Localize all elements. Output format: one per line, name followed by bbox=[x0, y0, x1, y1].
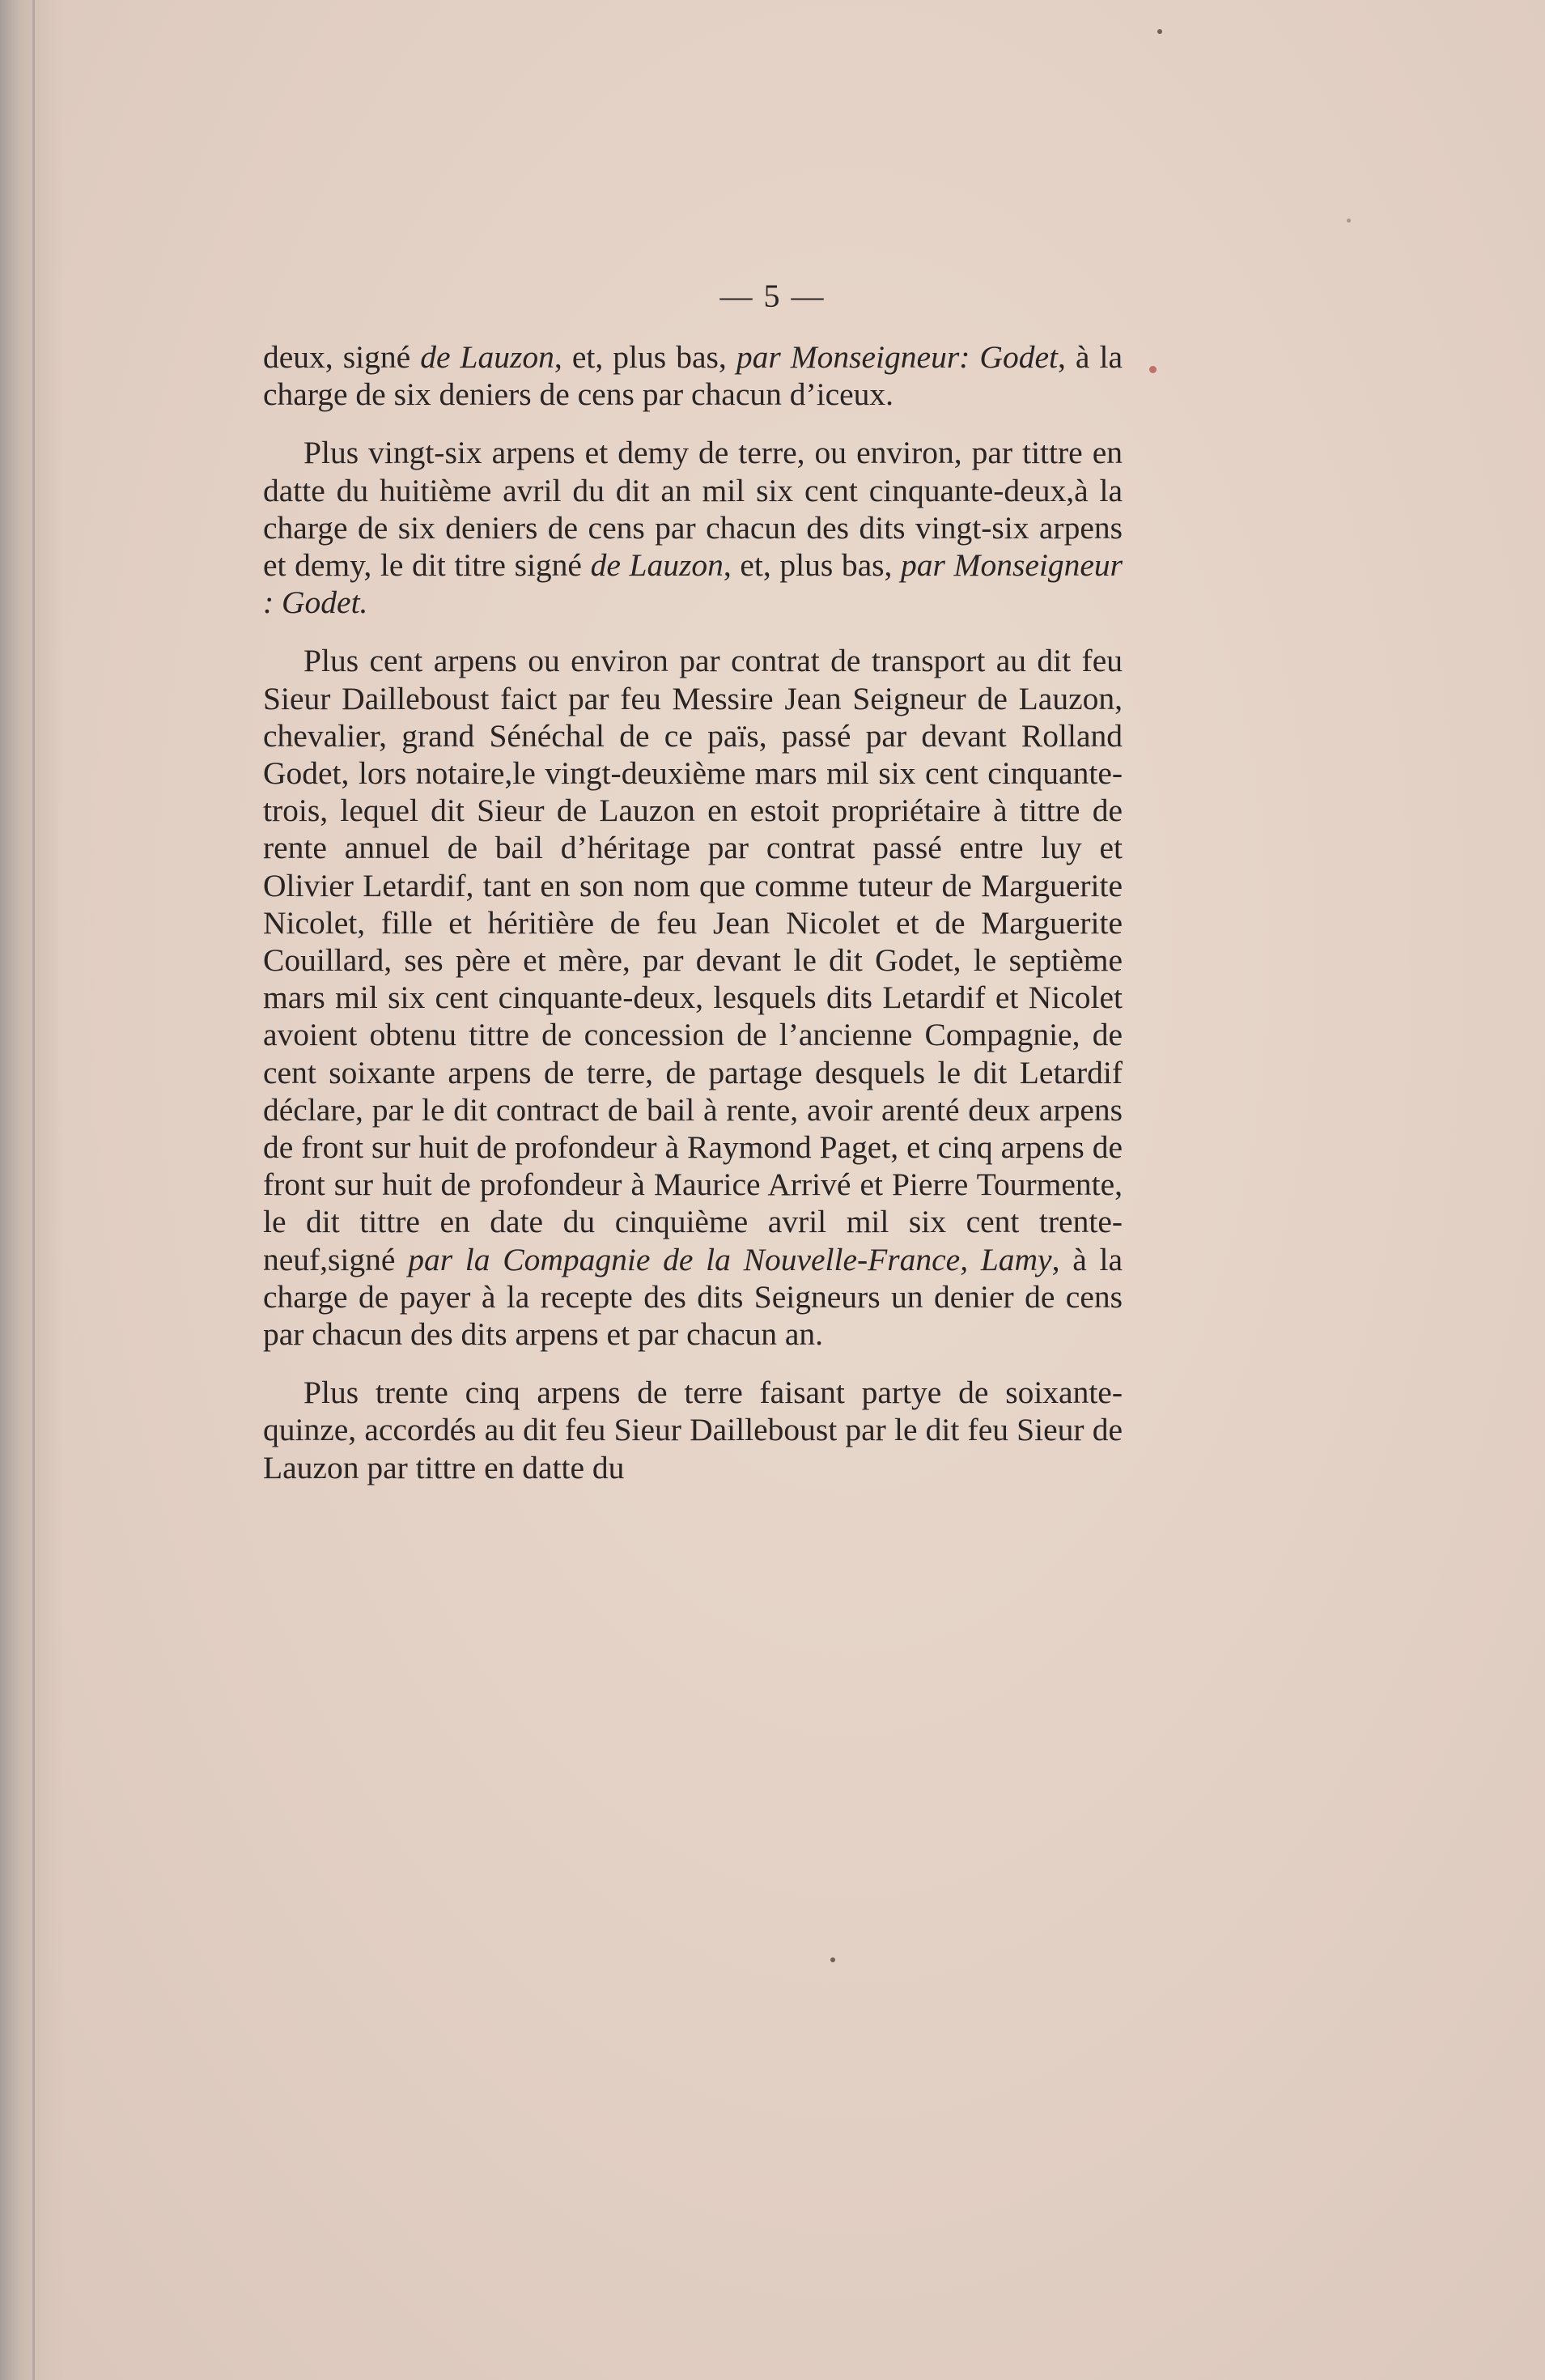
text-run: , et, plus bas, bbox=[723, 547, 902, 584]
text-run-italic: de Lauzon bbox=[420, 339, 554, 375]
text-run: Plus vingt-six arpens et demy de terre, ou environ, par tittre en datte du huitième avril du dit an mil six cent cinquante-deux,à la charge de six deniers de cens par chacun des dits vingt-six arpens et demy, le dit titre signé bbox=[263, 435, 1123, 584]
paragraph bbox=[263, 642, 1123, 1353]
text-run-italic: par Monseigneur: Godet bbox=[736, 339, 1058, 375]
body-text bbox=[263, 338, 1123, 1486]
paragraph bbox=[263, 434, 1123, 621]
text-run: deux, signé bbox=[263, 339, 421, 375]
text-run: , et, plus bas, bbox=[554, 339, 736, 375]
paragraph bbox=[263, 1374, 1123, 1486]
text-run: Plus trente cinq arpens de terre faisant partye de soixante-quinze, accordés au dit feu Sieur Dailleboust par le dit feu Sieur de Lauzon par tittre en datte du bbox=[263, 1375, 1123, 1485]
text-run-italic: par la Compagnie de la Nouvelle-France, Lamy bbox=[408, 1241, 1052, 1277]
paper-speck bbox=[1157, 29, 1162, 34]
text-run: Plus cent arpens ou environ par contrat de transport au dit feu Sieur Dailleboust faict par feu Messire Jean Seigneur de Lauzon, chevalier, grand Sénéchal de ce païs, passé par devant Rolland Godet, lors notaire,le vingt-deuxième mars mil six cent cinquante-trois, lequel dit Sieur de Lauzon en estoit propriétaire à tittre de rente annuel de bail d’héritage par contrat passé entre luy et Olivier Letardif, tant en son nom que comme tuteur de Marguerite Nicolet, fille et héritière de feu Jean Nicolet et de Marguerite Couillard, ses père et mère, par devant le dit Godet, le septième mars mil six cent cinquante-deux, lesquels dits Letardif et Nicolet avoient obtenu tittre de concession de l’ancienne Compagnie, de cent soixante arpens de terre, de partage desquels le dit Letardif déclare, par le dit contract de bail à rente, avoir arenté deux arpens de front sur huit de profondeur à Raymond Paget, et cinq arpens de front sur huit de profondeur à Maurice Arrivé et Pierre Tourmente, le dit tittre en date du cinquième avril mil six cent trente-neuf,signé bbox=[263, 643, 1123, 1277]
binding-fold-line bbox=[32, 0, 35, 2380]
paper-speck bbox=[1347, 219, 1351, 223]
paragraph bbox=[263, 338, 1123, 413]
paper-speck bbox=[1149, 366, 1157, 373]
text-run-italic: par Monseigneur : Godet. bbox=[263, 547, 1123, 621]
text-run: , à la charge de payer à la recepte des dits Seigneurs un denier de cens par chacun des dits arpens et par chacun an. bbox=[263, 1241, 1123, 1353]
paper-speck bbox=[830, 1957, 835, 1962]
page-number: — 5 — bbox=[719, 278, 826, 314]
text-run-italic: de Lauzon bbox=[590, 547, 724, 584]
text-run: , à la charge de six deniers de cens par chacun d’iceux. bbox=[263, 339, 1123, 413]
